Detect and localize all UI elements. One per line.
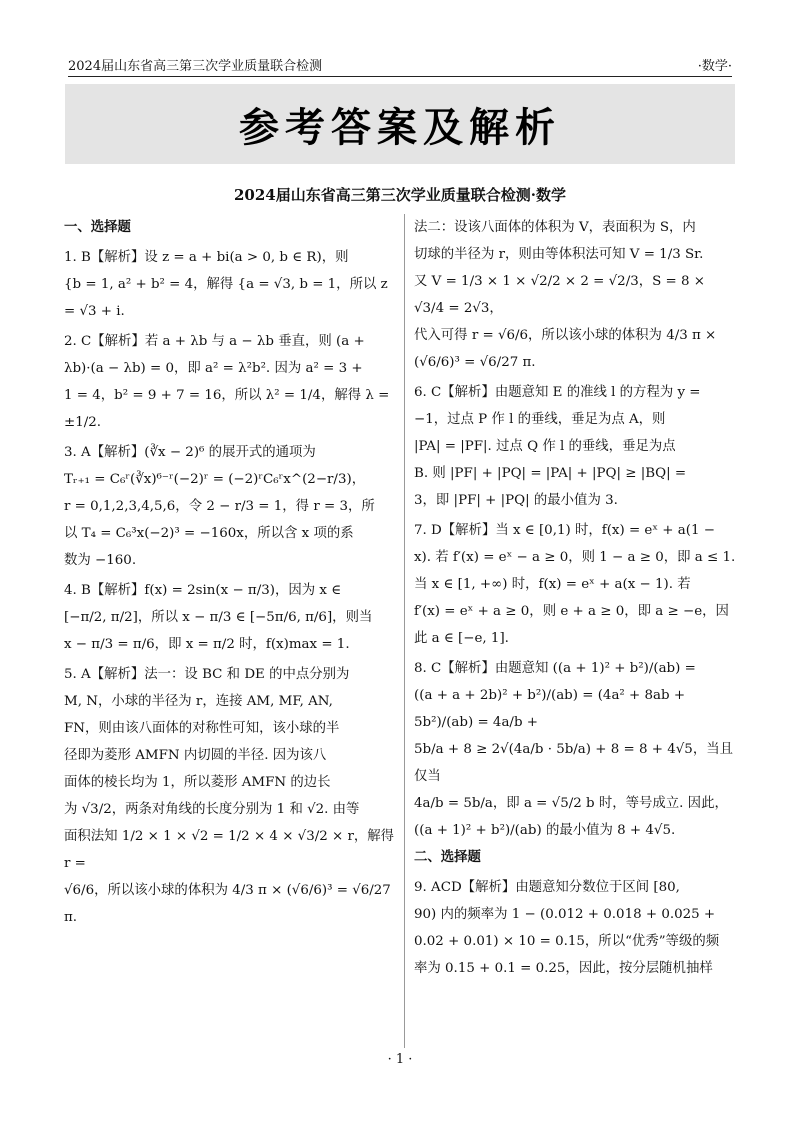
answer-line: 1. B【解析】设 z = a + bi(a > 0, b ∈ R)，则 bbox=[64, 250, 349, 265]
text-line: −1，过点 P 作 l 的垂线，垂足为点 A，则 bbox=[414, 412, 666, 427]
left-column bbox=[64, 214, 398, 931]
text-line: 又 V = 1/3 × 1 × √2/2 × 2 = √2/3，S = 8 × √3/4 = 2√3， bbox=[414, 274, 706, 316]
text-line: 法二：设该八面体的体积为 V，表面积为 S，内 bbox=[414, 220, 696, 235]
text-line: |PA| = |PF|. 过点 Q 作 l 的垂线，垂足为点 bbox=[414, 439, 676, 454]
answer-line: 3. A【解析】(∛x − 2)⁶ 的展开式的通项为 bbox=[64, 445, 316, 460]
section-heading: 二、选择题 bbox=[414, 849, 481, 865]
text-line: 面积法知 1/2 × 1 × √2 = 1/2 × 4 × √3/2 × r，解得 r = bbox=[64, 829, 395, 871]
page-number: · 1 · bbox=[387, 1052, 413, 1067]
document-subtitle: 2024届山东省高三第三次学业质量联合检测·数学 bbox=[234, 186, 566, 204]
right-column bbox=[414, 214, 738, 982]
text-line: 此 a ∈ [−e, 1]. bbox=[414, 631, 509, 646]
answer-line: 5. A【解析】法一：设 BC 和 DE 的中点分别为 bbox=[64, 667, 350, 682]
column-divider bbox=[404, 214, 405, 1048]
page-header bbox=[68, 52, 732, 77]
answer-line: 7. D【解析】当 x ∈ [0,1) 时，f(x) = eˣ + a(1 − bbox=[414, 523, 715, 538]
text-line: Tᵣ₊₁ = C₆ʳ(∛x)⁶⁻ʳ(−2)ʳ = (−2)ʳC₆ʳx^(2−r/3)， bbox=[64, 472, 366, 487]
text-line: 数为 −160. bbox=[64, 553, 137, 568]
answer-line: 9. ACD【解析】由题意知分数位于区间 [80, bbox=[414, 880, 680, 895]
text-line: 1 = 4，b² = 9 + 7 = 16，所以 λ² = 1/4，解得 λ = bbox=[64, 388, 390, 403]
text-line: 90) 内的频率为 1 − (0.012 + 0.018 + 0.025 + bbox=[414, 907, 716, 922]
text-line: r = 0,1,2,3,4,5,6，令 2 − r/3 = 1，得 r = 3，所 bbox=[64, 499, 375, 514]
answer-line: 4. B【解析】f(x) = 2sin(x − π/3)，因为 x ∈ bbox=[64, 583, 342, 598]
text-line: 率为 0.15 + 0.1 = 0.25，因此，按分层随机抽样 bbox=[414, 961, 713, 976]
header-exam-title: 2024届山东省高三第三次学业质量联合检测 bbox=[68, 58, 323, 74]
text-line: λb)·(a − λb) = 0，即 a² = λ²b². 因为 a² = 3 + bbox=[64, 361, 363, 376]
text-line: FN，则由该八面体的对称性可知，该小球的半 bbox=[64, 721, 340, 736]
answer-line: 8. C【解析】由题意知 ((a + 1)² + b²)/(ab) = bbox=[414, 661, 696, 676]
banner-title: 参考答案及解析 bbox=[239, 104, 561, 151]
text-line: 4a/b = 5b/a，即 a = √5/2 b 时，等号成立. 因此， bbox=[414, 796, 728, 811]
text-line: 代入可得 r = √6/6，所以该小球的体积为 4/3 π × bbox=[414, 328, 717, 343]
header-subject: ·数学· bbox=[697, 58, 732, 74]
text-line: 切球的半径为 r，则由等体积法可知 V = 1/3 Sr. bbox=[414, 247, 704, 262]
text-line: 以 T₄ = C₆³x(−2)³ = −160x，所以含 x 项的系 bbox=[64, 526, 354, 541]
text-line: 为 √3/2，两条对角线的长度分别为 1 和 √2. 由等 bbox=[64, 802, 360, 817]
text-line: B. 则 |PF| + |PQ| = |PA| + |PQ| ≥ |BQ| = bbox=[414, 466, 687, 481]
text-line: 面体的棱长均为 1，所以菱形 AMFN 的边长 bbox=[64, 775, 331, 790]
text-line: ((a + 1)² + b²)/(ab) 的最小值为 8 + 4√5. bbox=[414, 823, 676, 838]
section-heading: 一、选择题 bbox=[64, 219, 131, 235]
text-line: x − π/3 = π/6，即 x = π/2 时，f(x)max = 1. bbox=[64, 637, 350, 652]
text-line: √6/6，所以该小球的体积为 4/3 π × (√6/6)³ = √6/27 π. bbox=[64, 883, 391, 925]
title-banner bbox=[65, 84, 735, 164]
text-line: {b = 1, a² + b² = 4，解得 {a = √3, b = 1，所以 z = √3 + i. bbox=[64, 277, 388, 319]
text-line: 当 x ∈ [1, +∞) 时，f(x) = eˣ + a(x − 1). 若 bbox=[414, 577, 691, 592]
text-line: 3，即 |PF| + |PQ| 的最小值为 3. bbox=[414, 493, 618, 508]
text-line: 5b/a + 8 ≥ 2√(4a/b · 5b/a) + 8 = 8 + 4√5，当且仅当 bbox=[414, 742, 733, 784]
text-line: 0.02 + 0.01) × 10 = 0.15，所以“优秀”等级的频 bbox=[414, 934, 720, 949]
text-line: ±1/2. bbox=[64, 415, 102, 430]
text-line: x). 若 f′(x) = eˣ − a ≥ 0，则 1 − a ≥ 0，即 a ≤ 1. bbox=[414, 550, 736, 565]
answer-line: 2. C【解析】若 a + λb 与 a − λb 垂直，则 (a + bbox=[64, 334, 365, 349]
text-line: f′(x) = eˣ + a ≥ 0，则 e + a ≥ 0，即 a ≥ −e，因 bbox=[414, 604, 729, 619]
text-line: (√6/6)³ = √6/27 π. bbox=[414, 355, 536, 370]
text-line: 径即为菱形 AMFN 内切圆的半径. 因为该八 bbox=[64, 748, 327, 763]
text-line: [−π/2, π/2]，所以 x − π/3 ∈ [−5π/6, π/6]，则当 bbox=[64, 610, 373, 625]
text-line: M, N，小球的半径为 r，连接 AM, MF, AN, bbox=[64, 694, 333, 709]
answer-line: 6. C【解析】由题意知 E 的准线 l 的方程为 y = bbox=[414, 385, 701, 400]
text-line: ((a + a + 2b)² + b²)/(ab) = (4a² + 8ab + 5b²)/(ab) = 4a/b + bbox=[414, 688, 686, 730]
